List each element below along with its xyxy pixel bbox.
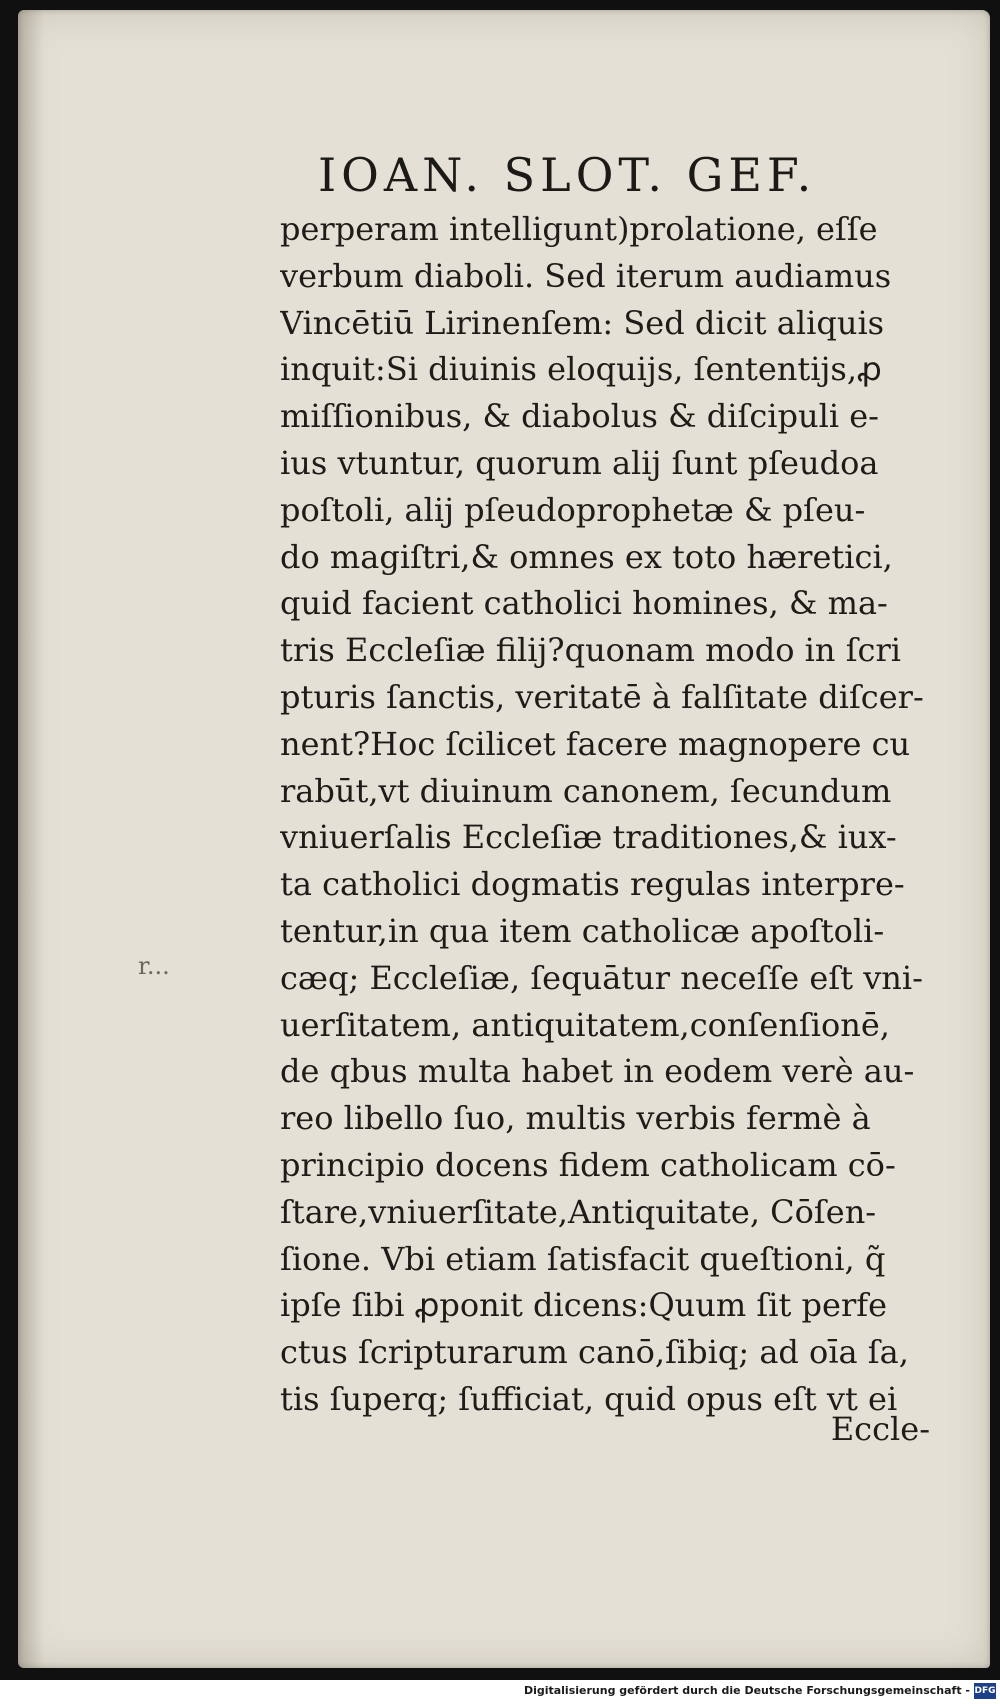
text-line: tris Eccleſiæ filij?quonam modo in ſcri [280,631,901,670]
text-line: cæq; Eccleſiæ, ſequātur neceſſe eſt vni- [280,958,923,997]
text-line: uerſitatem, antiquitatem,conſenſionē, [280,1005,890,1044]
text-line: poſtoli, alij pſeudoprophetæ & pſeu- [280,490,866,529]
running-head: IOAN. SLOT. GEF. [318,148,817,202]
text-line: miſſionibus, & diabolus & diſcipuli e- [280,397,879,436]
text-line: vniuerſalis Eccleſiæ traditiones,& iux- [280,818,897,857]
text-line: ctus ſcripturarum canō,ſibiq; ad oīa ſa, [280,1333,909,1372]
dfg-logo-icon: DFG [974,1683,996,1699]
text-line: principio docens fidem catholicam cō- [280,1145,896,1184]
text-line: tis ſuperq; ſufficiat, quid opus eſt vt ei [280,1379,898,1418]
text-line: tentur,in qua item catholicæ apoſtoli- [280,911,885,950]
text-line: ſtare,vniuerſitate,Antiquitate, Cōſen- [280,1192,877,1231]
catchword: Eccle- [830,1410,930,1448]
text-line: quid facient catholici homines, & ma- [280,584,888,623]
text-line: rabūt,vt diuinum canonem, ſecundum [280,771,892,810]
text-line: pturis ſanctis, veritatē à falſitate diſcer- [280,677,924,716]
margin-note: r... [138,952,170,980]
text-line: reo libello ſuo, multis verbis fermè à [280,1099,871,1138]
text-line: inquit:Si diuinis eloquijs, ſententijs,ꝓ [280,350,882,389]
text-line: verbum diaboli. Sed iterum audiamus [280,256,892,295]
body-text [280,206,980,1423]
text-line: ipſe ſibi ꝓponit dicens:Quum ſit perfe [280,1286,888,1325]
text-line: ta catholici dogmatis regulas interpre- [280,865,905,904]
text-line: de qbus multa habet in eodem verè au- [280,1052,915,1091]
funding-credit: Digitalisierung gefördert durch die Deutsche Forschungsgemeinschaft - [523,1684,970,1697]
text-line: ius vtuntur, quorum alij ſunt pſeudoa [280,443,879,482]
text-line: perperam intelligunt)prolatione, eſſe [280,210,878,248]
book-page [18,10,990,1668]
footer-bar [0,1680,1000,1704]
text-line: ſione. Vbi etiam ſatisfacit queſtioni, q̃ [280,1239,886,1278]
text-line: do magiſtri,& omnes ex toto hæretici, [280,537,893,576]
text-line: nent?Hoc ſcilicet facere magnopere cu [280,724,911,763]
text-line: Vincētiū Lirinenſem: Sed dicit aliquis [280,303,885,342]
